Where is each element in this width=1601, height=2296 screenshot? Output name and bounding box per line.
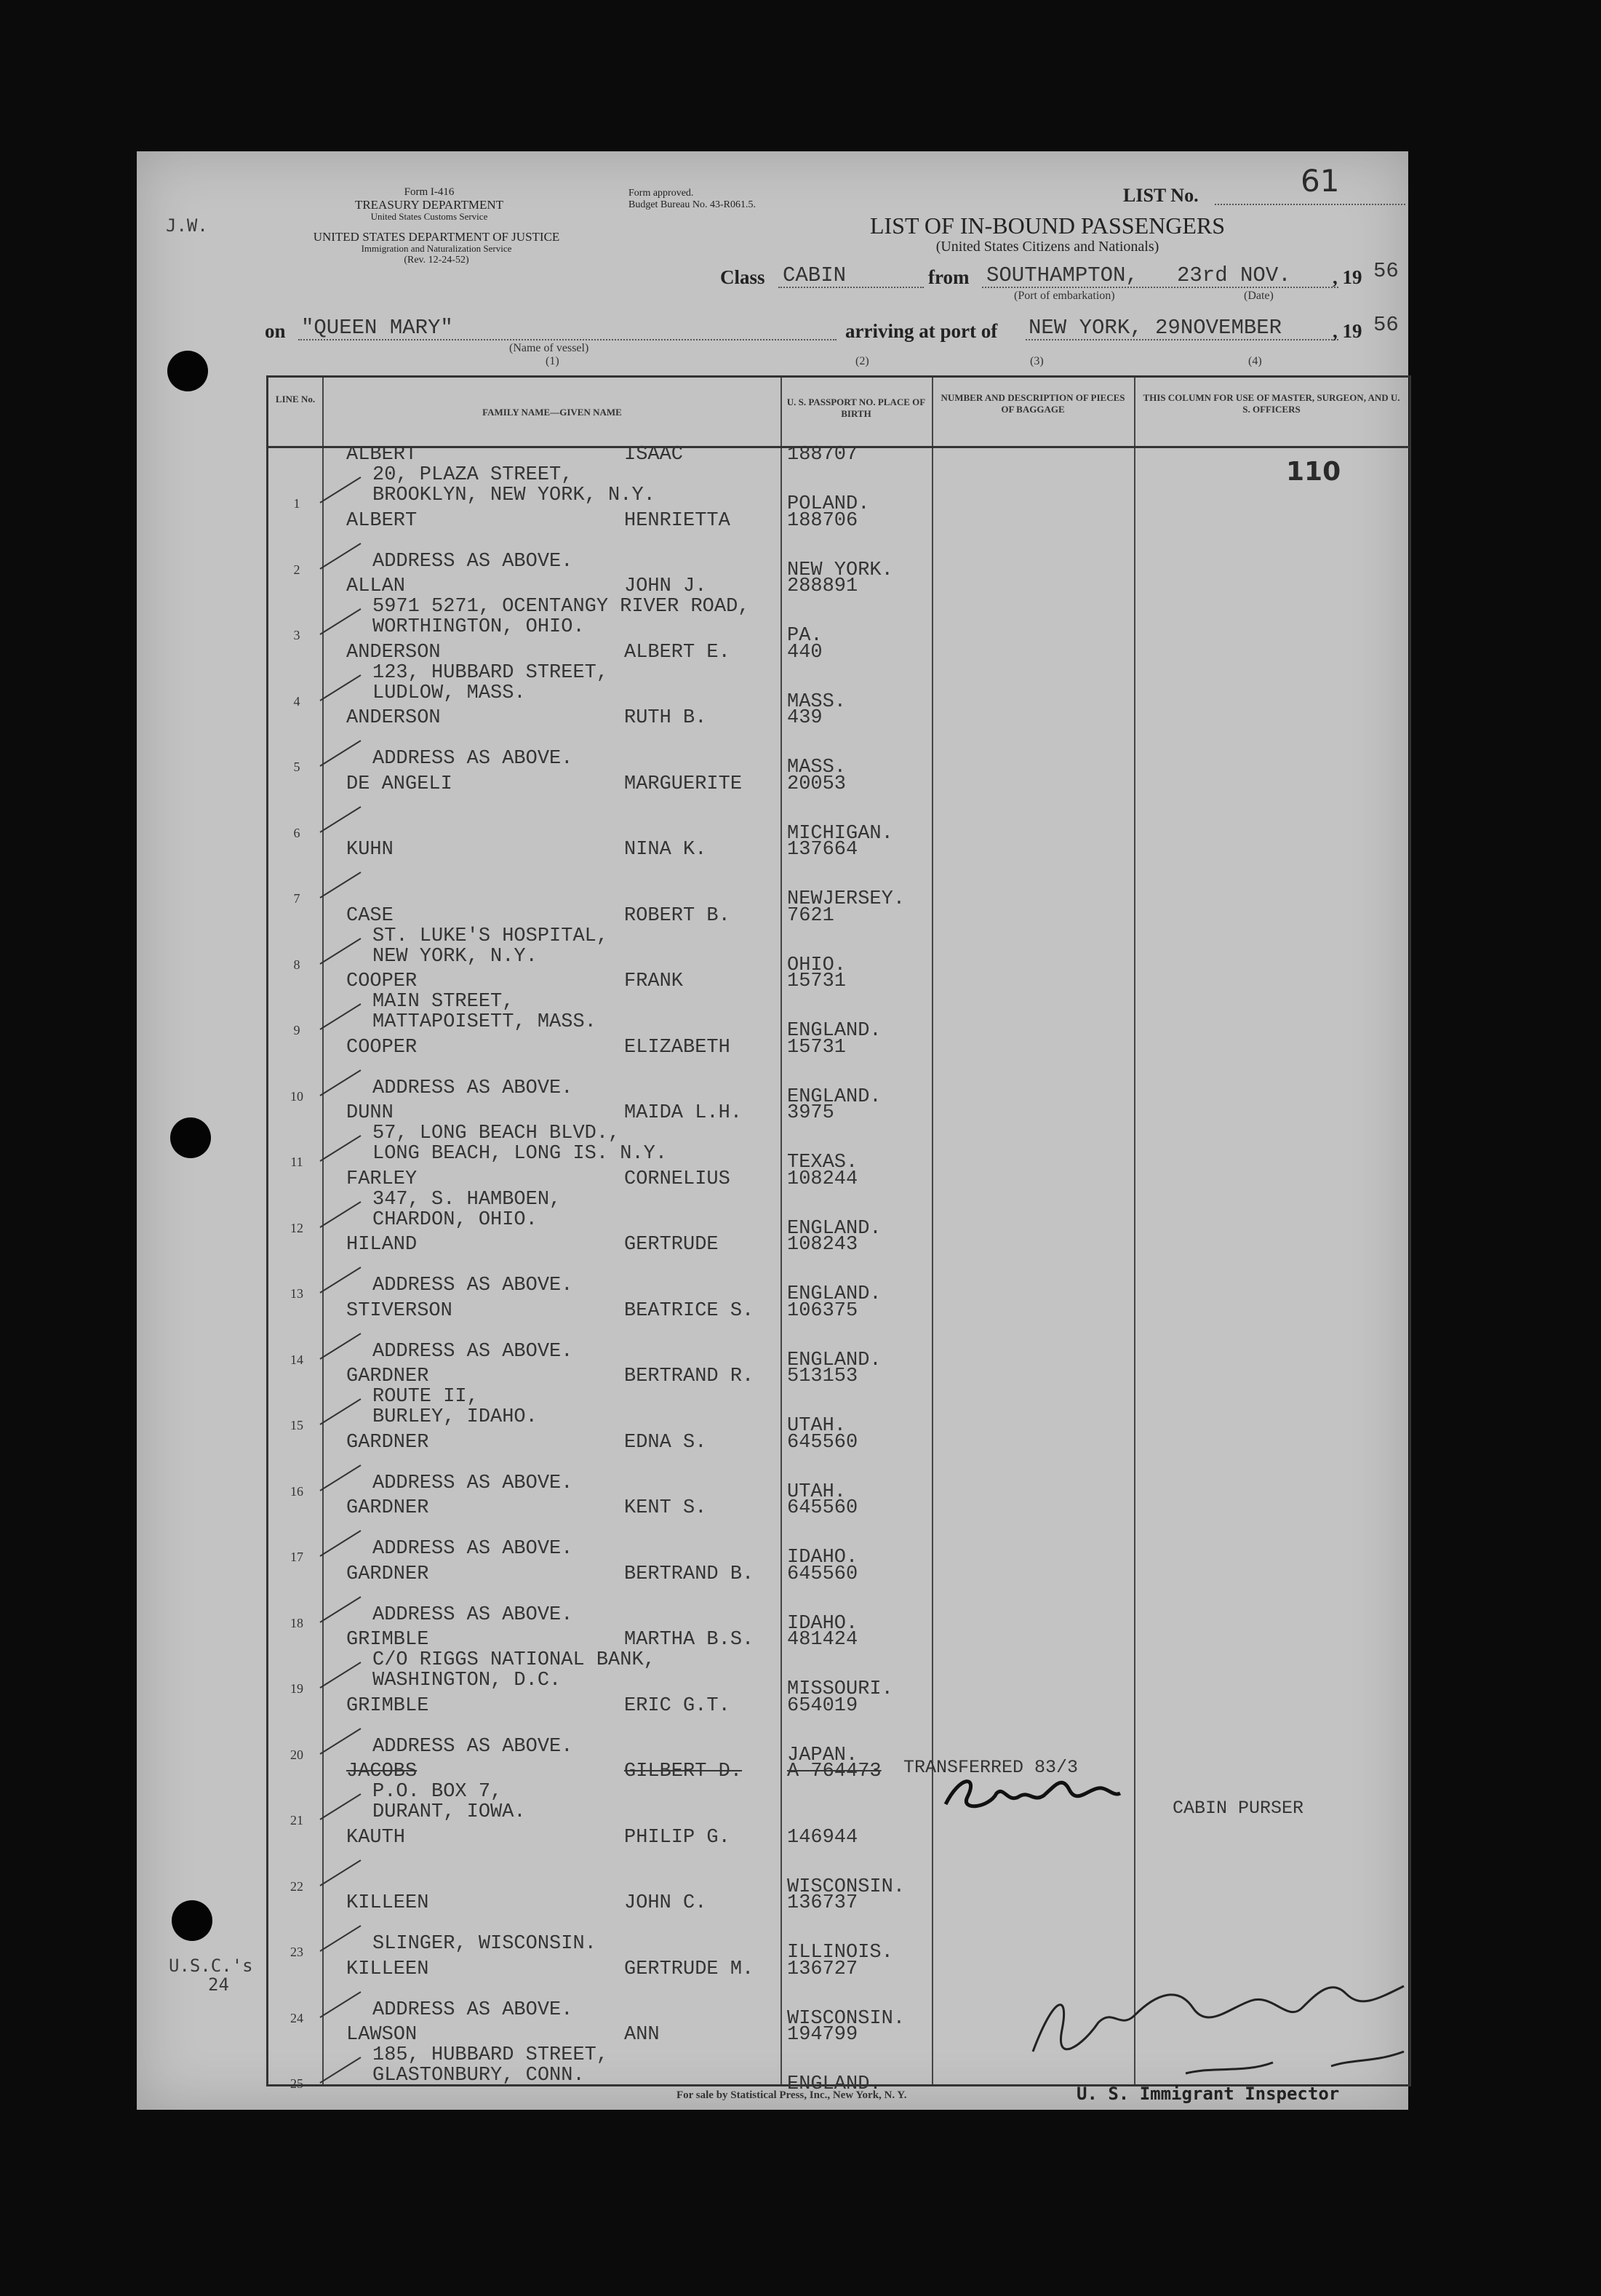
caption-4: (4) <box>1248 355 1262 367</box>
arrival-year-prefix: , 19 <box>1333 320 1362 342</box>
punch-hole-bottom <box>172 1900 212 1941</box>
place-of-birth: UTAH. <box>787 1480 847 1503</box>
place-of-birth: IDAHO. <box>787 1547 858 1568</box>
passport-number: 108243 <box>787 1234 858 1256</box>
given-name: GILBERT D. <box>624 1761 743 1782</box>
address-line-2: ADDRESS AS ABOVE. <box>372 1340 573 1363</box>
passport-number: 136737 <box>787 1892 858 1914</box>
col-line-header: LINE No. <box>275 394 316 404</box>
place-of-birth: ENGLAND. <box>787 1217 882 1240</box>
family-name: KILLEEN <box>346 1892 429 1914</box>
place-of-birth: ENGLAND. <box>787 1349 882 1371</box>
place-of-birth: JAPAN. <box>787 1744 858 1766</box>
list-number: 61 <box>1301 163 1340 199</box>
address-line-2: LONG BEACH, LONG IS. N.Y. <box>372 1143 668 1165</box>
from-label: from <box>928 266 970 288</box>
passport-number: 188707 <box>787 444 858 466</box>
place-of-birth: WISCONSIN. <box>787 2007 906 2030</box>
arriving-label: arriving at port of <box>845 320 998 342</box>
punch-hole-top <box>167 351 208 391</box>
place-of-birth: ENGLAND. <box>787 2073 882 2095</box>
given-name: JOHN C. <box>624 1892 707 1914</box>
address-line-1: ST. LUKE'S HOSPITAL, <box>372 925 609 947</box>
given-name: MARGUERITE <box>624 773 743 795</box>
address-line-1: 20, PLAZA STREET, <box>372 464 573 486</box>
line-number: 8 <box>293 957 300 972</box>
family-name: STIVERSON <box>346 1299 452 1322</box>
family-name: GARDNER <box>346 1497 429 1519</box>
passport-number: 106375 <box>787 1299 858 1322</box>
line-number: 6 <box>293 825 300 840</box>
line-number: 1 <box>293 496 300 511</box>
passport-number: 513153 <box>787 1366 858 1387</box>
printer-note: For sale by Statistical Press, Inc., New York, N. Y. <box>676 2089 907 2101</box>
form-number: Form I-416 <box>404 186 455 198</box>
place-of-birth: UTAH. <box>787 1415 847 1437</box>
passport-number: 645560 <box>787 1497 858 1519</box>
place-of-birth: ENGLAND. <box>787 1020 882 1042</box>
given-name: ERIC G.T. <box>624 1694 730 1717</box>
given-name: MAIDA L.H. <box>624 1102 743 1124</box>
given-name: NINA K. <box>624 839 707 861</box>
given-name: KENT S. <box>624 1497 707 1519</box>
family-name: FARLEY <box>346 1168 418 1190</box>
passport-number: 146944 <box>787 1826 858 1849</box>
line-number: 2 <box>293 562 300 577</box>
caption-2: (2) <box>855 355 869 367</box>
place-of-birth: ENGLAND. <box>787 1283 882 1305</box>
class-value: CABIN <box>783 263 847 287</box>
address-line-2: LUDLOW, MASS. <box>372 682 526 704</box>
cabin-purser: CABIN PURSER <box>1173 1798 1304 1819</box>
family-name: KAUTH <box>346 1826 406 1849</box>
revision-date: (Rev. 12-24-52) <box>404 255 469 266</box>
initials-note: J.W. <box>166 215 208 236</box>
line-number: 5 <box>293 760 300 774</box>
passport-number: 645560 <box>787 1431 858 1454</box>
arrival-port: NEW YORK, 29NOVEMBER <box>1029 316 1282 340</box>
family-name: ALLAN <box>346 575 406 597</box>
address-line-1: C/O RIGGS NATIONAL BANK, <box>372 1649 655 1671</box>
year-prefix: , 19 <box>1333 266 1362 288</box>
family-name: LAWSON <box>346 2024 418 2046</box>
year-suffix: 56 <box>1373 259 1399 283</box>
given-name: BERTRAND B. <box>624 1563 754 1585</box>
vessel-caption: (Name of vessel) <box>509 342 589 354</box>
budget-bureau: Budget Bureau No. 43-R061.5. <box>628 199 756 210</box>
line-number: 11 <box>290 1155 303 1169</box>
family-name: KILLEEN <box>346 1958 429 1980</box>
place-of-birth: IDAHO. <box>787 1612 858 1635</box>
passport-number: 439 <box>787 707 823 729</box>
family-name: ANDERSON <box>346 707 441 729</box>
line-number: 9 <box>293 1023 300 1037</box>
family-name: GRIMBLE <box>346 1629 429 1651</box>
port-embark-caption: (Port of embarkation) <box>1014 290 1115 302</box>
given-name: CORNELIUS <box>624 1168 730 1190</box>
family-name: ALBERT <box>346 444 418 466</box>
family-name: JACOBS <box>346 1761 418 1782</box>
passport-number: 137664 <box>787 839 858 861</box>
arrival-year-suffix: 56 <box>1373 313 1399 337</box>
passport-number: 645560 <box>787 1563 858 1585</box>
address-line-2: WORTHINGTON, OHIO. <box>372 616 585 638</box>
address-line-2: NEW YORK, N.Y. <box>372 945 538 968</box>
address-line-2: ADDRESS AS ABOVE. <box>372 1538 573 1560</box>
line-number: 16 <box>290 1483 303 1499</box>
passport-number: 20053 <box>787 773 847 795</box>
line-number: 15 <box>290 1418 303 1432</box>
given-name: GERTRUDE <box>624 1234 719 1256</box>
family-name: CASE <box>346 904 394 927</box>
line-number: 23 <box>290 1945 303 1959</box>
address-line-1: 57, LONG BEACH BLVD., <box>372 1123 620 1144</box>
given-name: MARTHA B.S. <box>624 1629 754 1651</box>
col-officers-header: THIS COLUMN FOR USE OF MASTER, SURGEON, AND U. S. OFFICERS <box>1143 392 1400 415</box>
passport-number: 108244 <box>787 1168 858 1190</box>
place-of-birth: ENGLAND. <box>787 1085 882 1108</box>
passport-number: 7621 <box>787 904 834 927</box>
col-name-header: FAMILY NAME—GIVEN NAME <box>482 407 622 418</box>
place-of-birth: POLAND. <box>787 493 870 515</box>
passport-number: 15731 <box>787 970 847 992</box>
place-of-birth: NEW YORK. <box>787 559 893 581</box>
place-of-birth: WISCONSIN. <box>787 1876 906 1898</box>
line-number: 10 <box>290 1088 303 1104</box>
caption-3: (3) <box>1030 355 1044 367</box>
uscs-label: U.S.C.'s <box>169 1956 253 1976</box>
place-of-birth: MASS. <box>787 690 847 713</box>
line-number: 20 <box>290 1747 303 1762</box>
place-of-birth: PA. <box>787 625 823 647</box>
line-number: 7 <box>293 891 300 906</box>
caption-1: (1) <box>546 355 559 367</box>
family-name: KUHN <box>346 839 394 861</box>
address-line-1: 347, S. HAMBOEN, <box>372 1188 562 1211</box>
passport-number: 188706 <box>787 509 858 532</box>
transferred-note: TRANSFERRED 83/3 <box>903 1757 1079 1778</box>
family-name: COOPER <box>346 970 418 992</box>
line-number: 4 <box>293 693 300 709</box>
vessel-name: "QUEEN MARY" <box>301 316 453 340</box>
family-name: GRIMBLE <box>346 1694 429 1717</box>
given-name: BERTRAND R. <box>624 1366 754 1387</box>
justice-dept: UNITED STATES DEPARTMENT OF JUSTICE <box>313 230 560 244</box>
address-line-2: ADDRESS AS ABOVE. <box>372 1735 573 1758</box>
given-name: JOHN J. <box>624 575 707 597</box>
punch-hole-middle <box>170 1117 211 1158</box>
family-name: ALBERT <box>346 509 418 532</box>
given-name: RUTH B. <box>624 707 707 729</box>
address-line-2: BURLEY, IDAHO. <box>372 1406 538 1428</box>
line-number: 14 <box>290 1352 303 1367</box>
line-number: 21 <box>290 1813 303 1827</box>
given-name: EDNA S. <box>624 1431 707 1454</box>
given-name: ALBERT E. <box>624 641 730 663</box>
address-line-1: MAIN STREET, <box>372 991 514 1013</box>
on-label: on <box>265 320 286 342</box>
passport-number: 194799 <box>787 2024 858 2046</box>
family-name: GARDNER <box>346 1431 429 1454</box>
family-name: DUNN <box>346 1102 394 1124</box>
manifest-subtitle: (United States Citizens and Nationals) <box>935 239 1159 255</box>
uscs-count: 24 <box>208 1974 229 1995</box>
family-name: DE ANGELI <box>346 773 452 795</box>
family-name: GARDNER <box>346 1563 429 1585</box>
line-number: 18 <box>290 1615 303 1630</box>
place-of-birth: MICHIGAN. <box>787 822 893 845</box>
address-line-2: SLINGER, WISCONSIN. <box>372 1933 596 1955</box>
address-line-2: DURANT, IOWA. <box>372 1801 526 1823</box>
ins-service: Immigration and Naturalization Service <box>361 243 512 254</box>
address-line-1: ROUTE II, <box>372 1386 479 1408</box>
passport-number: 3975 <box>787 1102 834 1124</box>
place-of-birth: OHIO. <box>787 954 847 976</box>
passport-number: A 764473 <box>787 1761 882 1782</box>
line-number: 19 <box>290 1681 303 1696</box>
line-number: 13 <box>290 1286 303 1301</box>
address-line-2: ADDRESS AS ABOVE. <box>372 1998 573 2021</box>
passport-number: 136727 <box>787 1958 858 1980</box>
address-line-1: 185, HUBBARD STREET, <box>372 2044 609 2066</box>
customs-service: United States Customs Service <box>370 211 488 222</box>
given-name: ANN <box>624 2024 660 2046</box>
address-line-2: ADDRESS AS ABOVE. <box>372 1603 573 1626</box>
given-name: HENRIETTA <box>624 509 730 532</box>
inspector-title: U. S. Immigrant Inspector <box>1077 2084 1340 2104</box>
embarkation-date: 23rd NOV. <box>1177 263 1291 287</box>
address-line-1: 123, HUBBARD STREET, <box>372 661 609 684</box>
address-line-2: ADDRESS AS ABOVE. <box>372 748 573 770</box>
line-number: 24 <box>290 2010 303 2025</box>
date-caption: (Date) <box>1244 290 1274 302</box>
address-line-2: ADDRESS AS ABOVE. <box>372 1077 573 1099</box>
passport-number: 440 <box>787 641 823 663</box>
family-name: HILAND <box>346 1234 418 1256</box>
address-line-2: GLASTONBURY, CONN. <box>372 2065 585 2086</box>
given-name: PHILIP G. <box>624 1826 730 1849</box>
inspector-signature <box>1011 1964 1448 2095</box>
address-line-2: MATTAPOISETT, MASS. <box>372 1011 596 1033</box>
treasury-dept: TREASURY DEPARTMENT <box>354 198 504 212</box>
place-of-birth: ILLINOIS. <box>787 1942 893 1964</box>
address-line-2: CHARDON, OHIO. <box>372 1208 538 1231</box>
given-name: FRANK <box>624 970 684 992</box>
col-passport-header: U. S. PASSPORT NO. PLACE OF BIRTH <box>786 396 926 419</box>
line-number: 25 <box>290 2076 303 2091</box>
line-number: 17 <box>290 1550 303 1564</box>
list-no-label: LIST No. <box>1123 185 1199 206</box>
col-baggage-header: NUMBER AND DESCRIPTION OF PIECES OF BAGGAGE <box>941 392 1125 415</box>
class-label: Class <box>720 266 765 288</box>
officer-count: 110 <box>1286 457 1341 487</box>
passport-number: 15731 <box>787 1036 847 1059</box>
line-number: 22 <box>290 1878 303 1894</box>
address-line-1: P.O. BOX 7, <box>372 1781 503 1803</box>
given-name: ROBERT B. <box>624 904 730 927</box>
line-number: 12 <box>290 1220 303 1235</box>
address-line-2: BROOKLYN, NEW YORK, N.Y. <box>372 485 655 506</box>
line-number: 3 <box>293 628 300 642</box>
family-name: ANDERSON <box>346 641 441 663</box>
place-of-birth: NEWJERSEY. <box>787 888 906 910</box>
place-of-birth: MISSOURI. <box>787 1678 893 1700</box>
place-of-birth: TEXAS. <box>787 1152 858 1173</box>
purser-signature <box>938 1768 1127 1819</box>
family-name: COOPER <box>346 1036 418 1059</box>
family-name: GARDNER <box>346 1366 429 1387</box>
given-name: ISAAC <box>624 444 684 466</box>
given-name: ELIZABETH <box>624 1036 730 1059</box>
place-of-birth: MASS. <box>787 757 847 778</box>
embarkation-port: SOUTHAMPTON, <box>986 263 1138 287</box>
given-name: BEATRICE S. <box>624 1299 754 1322</box>
address-line-2: ADDRESS AS ABOVE. <box>372 1472 573 1494</box>
address-line-2: ADDRESS AS ABOVE. <box>372 1275 573 1296</box>
form-approved: Form approved. <box>628 188 694 199</box>
manifest-title: LIST OF IN-BOUND PASSENGERS <box>869 212 1226 239</box>
given-name: GERTRUDE M. <box>624 1958 754 1980</box>
address-line-2: ADDRESS AS ABOVE. <box>372 550 573 573</box>
address-line-1: 5971 5271, OCENTANGY RIVER ROAD, <box>372 596 750 618</box>
passport-number: 654019 <box>787 1694 858 1717</box>
passport-number: 481424 <box>787 1629 858 1651</box>
address-line-2: WASHINGTON, D.C. <box>372 1670 562 1691</box>
passport-number: 288891 <box>787 575 858 597</box>
